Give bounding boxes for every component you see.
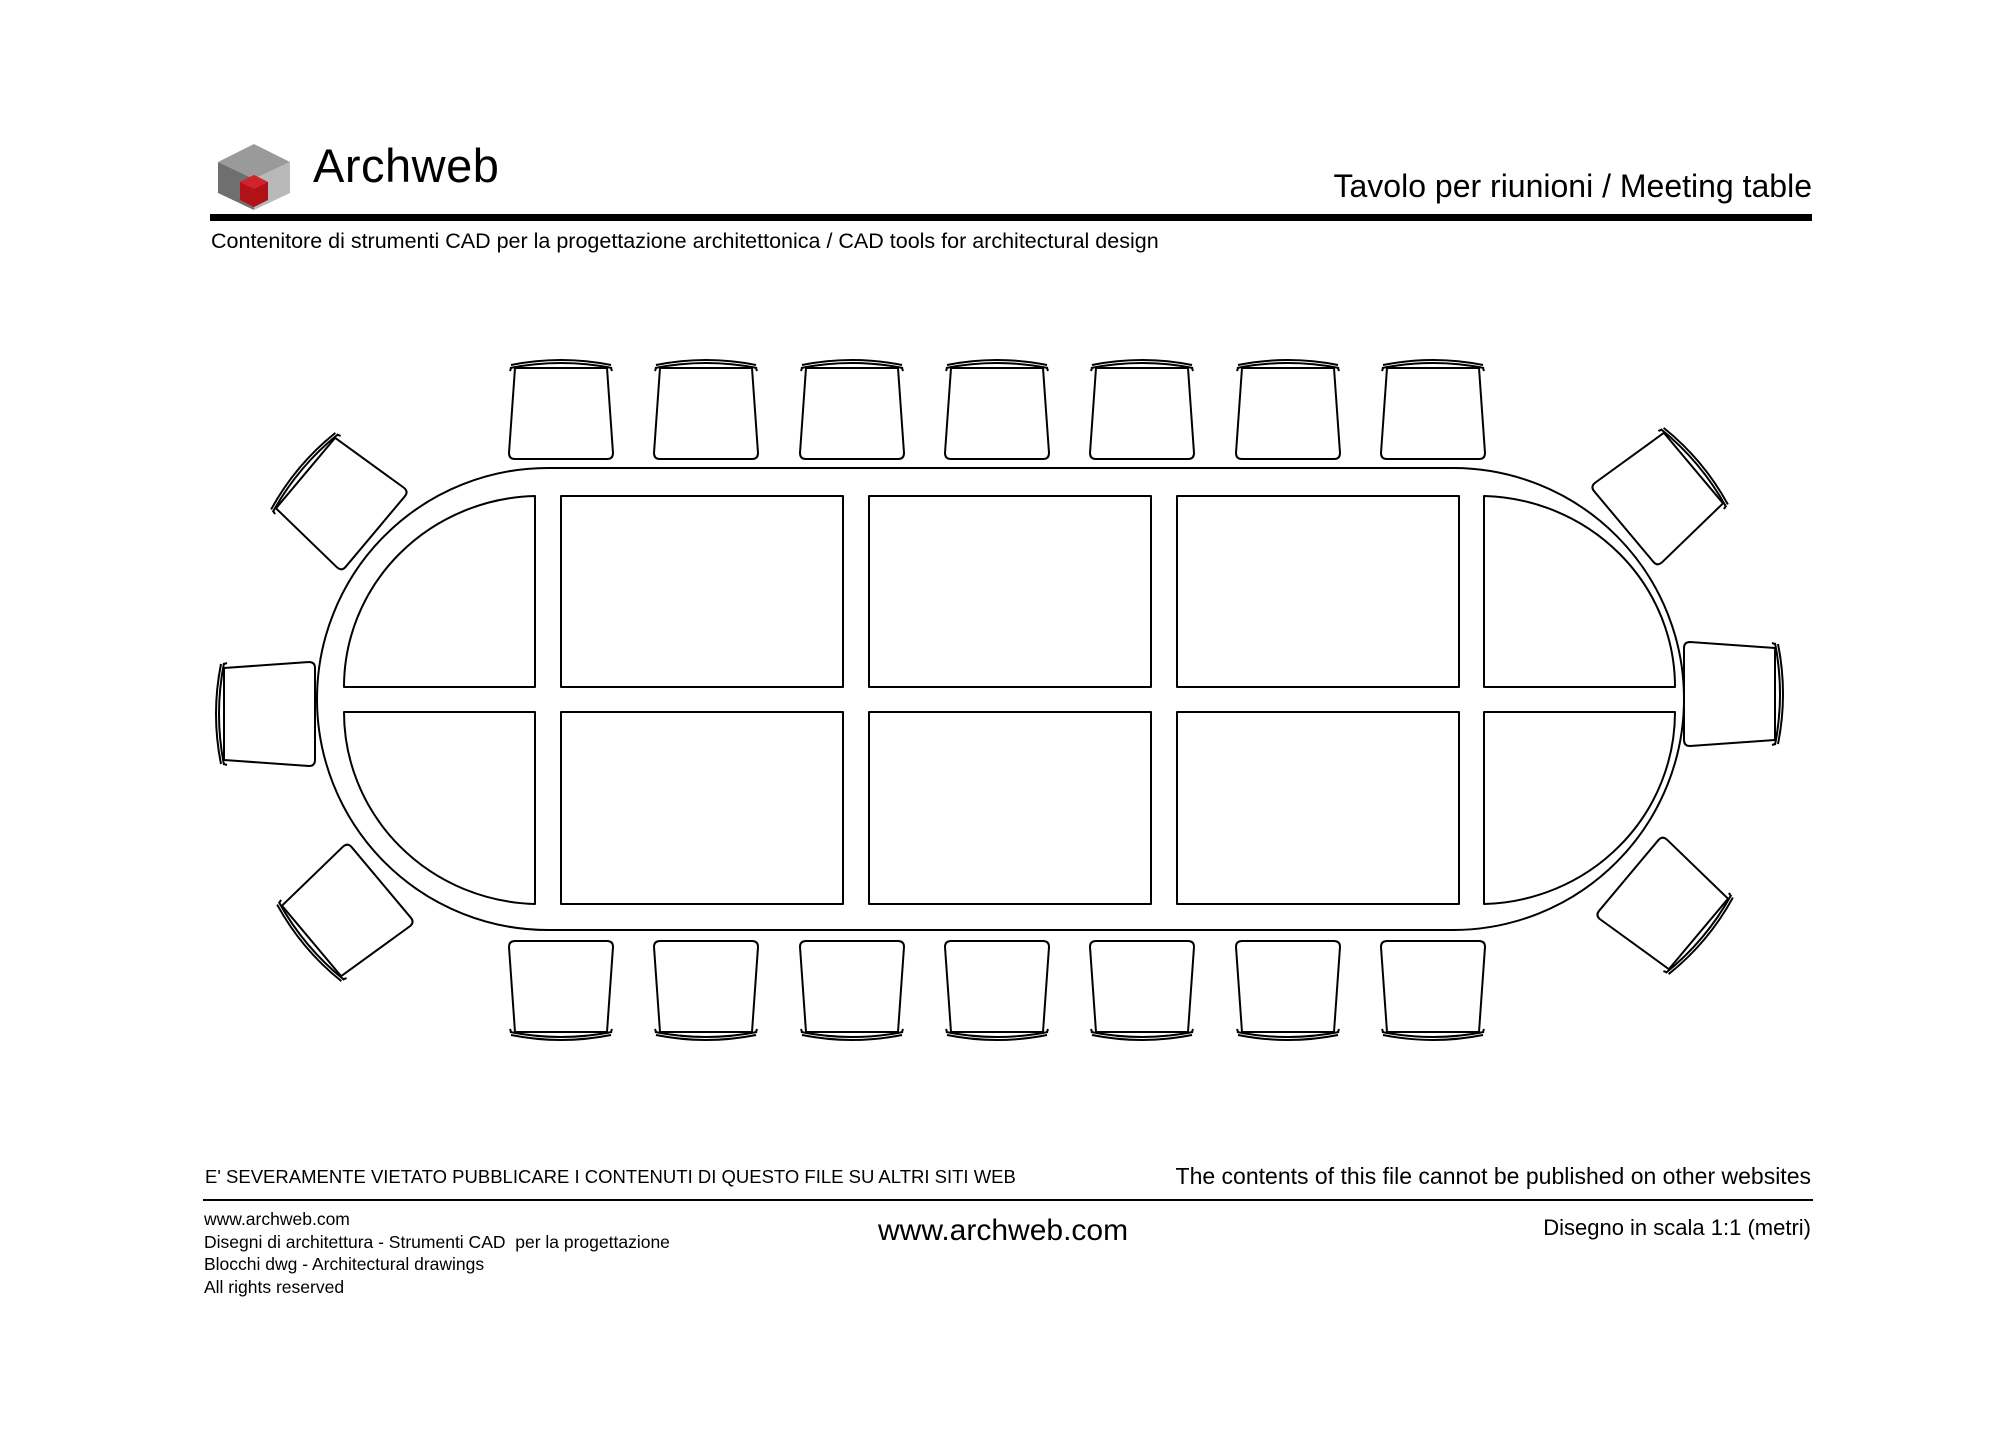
- chair: [272, 843, 415, 986]
- chair: [1090, 360, 1194, 459]
- chair: [266, 428, 409, 571]
- chair: [800, 360, 904, 459]
- chair: [1595, 836, 1738, 979]
- chair: [945, 360, 1049, 459]
- footer-info-line: www.archweb.com: [204, 1209, 350, 1229]
- chair: [509, 941, 613, 1040]
- table-end-panel: [344, 496, 535, 687]
- chair: [654, 941, 758, 1040]
- chair: [1236, 941, 1340, 1040]
- drawing-scale: Disegno in scala 1:1 (metri): [1543, 1215, 1811, 1240]
- table-panel: [869, 712, 1151, 904]
- table-panel: [561, 496, 843, 687]
- chair: [1090, 941, 1194, 1040]
- chair: [1236, 360, 1340, 459]
- footer-info: [204, 1208, 670, 1298]
- table-panel: [561, 712, 843, 904]
- chair: [654, 360, 758, 459]
- table-panel: [1177, 712, 1459, 904]
- chair: [216, 662, 315, 766]
- drawing-title: Tavolo per riunioni / Meeting table: [1333, 168, 1812, 204]
- copyright-warning-english: The contents of this file cannot be published on other websites: [1175, 1163, 1811, 1189]
- table-panel: [1177, 496, 1459, 687]
- footer-info-line: Disegni di architettura - Strumenti CAD per la progettazione: [204, 1231, 670, 1252]
- footer-website: www.archweb.com: [878, 1214, 1129, 1247]
- table-outline: [317, 468, 1684, 930]
- footer-info-line: All rights reserved: [204, 1276, 345, 1297]
- chair: [1381, 360, 1485, 459]
- chair: [1684, 642, 1783, 746]
- meeting-table: [317, 468, 1684, 930]
- footer-info-line: Blocchi dwg - Architectural drawings: [204, 1254, 485, 1274]
- chair: [800, 941, 904, 1040]
- chairs: [216, 360, 1783, 1040]
- logo-text: Archweb: [313, 139, 500, 192]
- table-end-panel: [1484, 712, 1675, 904]
- chair: [945, 941, 1049, 1040]
- copyright-warning-italian: E' SEVERAMENTE VIETATO PUBBLICARE I CONTENUTI DI QUESTO FILE SU ALTRI SITI WEB: [205, 1166, 1016, 1187]
- table-end-panel: [1484, 496, 1675, 687]
- table-panel: [869, 496, 1151, 687]
- chair: [1590, 423, 1733, 566]
- chair: [509, 360, 613, 459]
- table-end-panel: [344, 712, 535, 904]
- chair: [1381, 941, 1485, 1040]
- footer-divider: [203, 1199, 1813, 1201]
- header-subtitle: Contenitore di strumenti CAD per la progettazione architettonica / CAD tools for architectural design: [211, 229, 1159, 253]
